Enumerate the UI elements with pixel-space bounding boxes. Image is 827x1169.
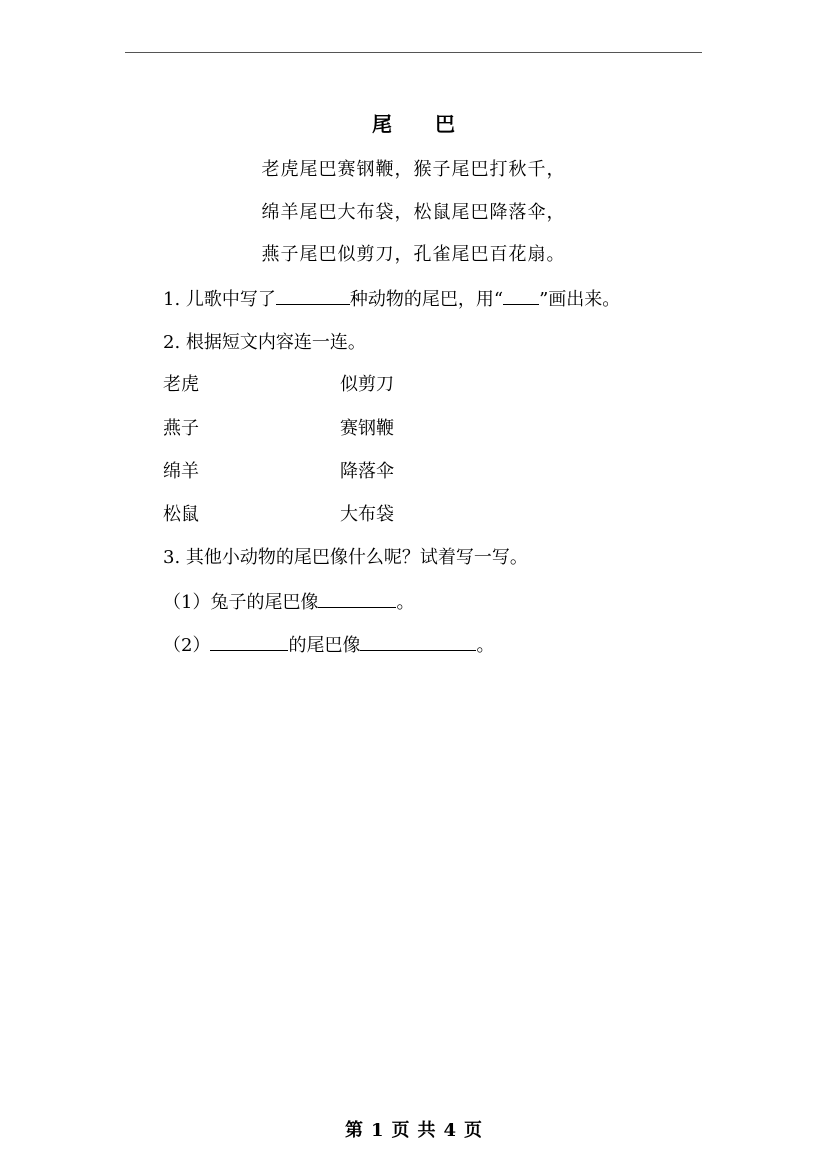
footer-word: 页 — [391, 1120, 410, 1141]
question-1-underline-sample — [503, 286, 539, 305]
match-right-item[interactable]: 降落伞 — [340, 461, 394, 482]
question-3-part-1 — [163, 588, 414, 614]
rabbit-tail-blank[interactable] — [318, 589, 396, 608]
match-right-item[interactable]: 大布袋 — [340, 504, 394, 525]
question-1-prefix: 1. 儿歌中写了 — [163, 289, 276, 310]
question-1-middle: 种动物的尾巴，用“ — [349, 289, 504, 310]
question-3-part-1-suffix: 。 — [396, 592, 415, 613]
poem-line-1: 老虎尾巴赛钢鞭，猴子尾巴打秋千， — [261, 159, 566, 180]
match-left-item[interactable]: 绵羊 — [163, 461, 199, 482]
question-1 — [163, 285, 620, 311]
question-2: 2. 根据短文内容连一连。 — [163, 332, 366, 353]
footer-word: 共 — [417, 1120, 436, 1141]
question-3-part-2-prefix: （2） — [163, 635, 211, 656]
question-3-part-1-prefix: （1）兔子的尾巴像 — [163, 592, 319, 613]
question-3-part-2-suffix: 。 — [476, 635, 495, 656]
question-3-part-2-middle: 的尾巴像 — [288, 635, 361, 656]
poem-line-3: 燕子尾巴似剪刀，孔雀尾巴百花扇。 — [261, 244, 566, 265]
match-left-item[interactable]: 松鼠 — [163, 504, 199, 525]
header-rule — [125, 52, 702, 53]
match-left-item[interactable]: 老虎 — [163, 374, 199, 395]
question-1-count-blank[interactable] — [276, 286, 350, 305]
footer-word: 页 — [464, 1120, 483, 1141]
match-right-item[interactable]: 赛钢鞭 — [340, 418, 394, 439]
poem-line-2: 绵羊尾巴大布袋，松鼠尾巴降落伞， — [261, 202, 566, 223]
footer-word: 第 — [344, 1120, 363, 1141]
page-number: 1 — [370, 1120, 384, 1141]
animal-name-blank[interactable] — [210, 632, 288, 651]
question-3: 3. 其他小动物的尾巴像什么呢？试着写一写。 — [163, 547, 528, 568]
total-pages: 4 — [443, 1120, 457, 1141]
match-right-item[interactable]: 似剪刀 — [340, 374, 394, 395]
question-3-part-2 — [163, 631, 494, 657]
page-title: 尾 巴 — [372, 112, 473, 136]
question-1-suffix: ”画出来。 — [539, 289, 621, 310]
animal-tail-blank[interactable] — [360, 632, 476, 651]
match-left-item[interactable]: 燕子 — [163, 418, 199, 439]
page-footer — [0, 1116, 827, 1142]
